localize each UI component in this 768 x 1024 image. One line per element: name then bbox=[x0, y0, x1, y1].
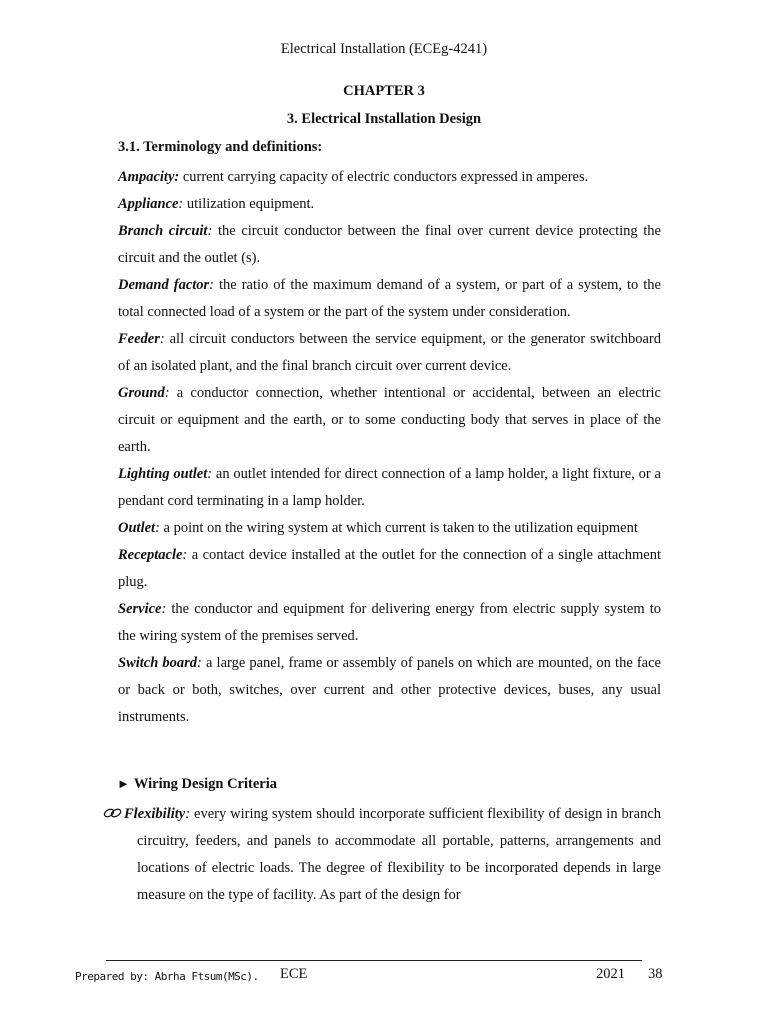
criteria-item-flexibility bbox=[103, 801, 661, 909]
definition-term: Service bbox=[118, 601, 162, 617]
definition-feeder: Feeder: all circuit conductors between the service equipment, or the generator switchboard of an isolated plant, and the final branch circuit over current device. bbox=[118, 331, 661, 374]
criteria-term: Flexibility bbox=[124, 806, 186, 822]
definition-text: the ratio of the maximum demand of a system, or part of a system, to the total connected load of a system or the part of the system under consideration. bbox=[118, 277, 661, 320]
definition-term: Switch board bbox=[118, 655, 198, 671]
chapter-title: 3. Electrical Installation Design bbox=[286, 111, 482, 127]
section-heading: 3.1. Terminology and definitions: bbox=[118, 139, 323, 155]
definition-term: Receptacle bbox=[118, 547, 183, 563]
definition-service: Service: the conductor and equipment for delivering energy from electric supply system to the wiring system of the premises served. bbox=[118, 601, 661, 644]
footer-year: 2021 bbox=[596, 966, 625, 982]
definition-text: the circuit conductor between the final over current device protecting the circuit and the outlet (s). bbox=[118, 223, 661, 266]
definition-term: Ground bbox=[118, 385, 165, 401]
definition-term: Appliance bbox=[118, 196, 179, 212]
definition-text: a large panel, frame or assembly of panels on which are mounted, on the face or back or both, switches, over current and other protective devices, buses, any usual instruments. bbox=[118, 655, 661, 725]
chapter-label: CHAPTER 3 bbox=[343, 83, 425, 99]
definition-text: an outlet intended for direct connection of a lamp holder, a light fixture, or a pendant cord terminating in a lamp holder. bbox=[118, 466, 661, 509]
definition-text: current carrying capacity of electric conductors expressed in amperes. bbox=[179, 169, 589, 185]
definition-outlet: Outlet: a point on the wiring system at which current is taken to the utilization equipment bbox=[118, 520, 638, 536]
definition-lighting-outlet: Lighting outlet: an outlet intended for direct connection of a lamp holder, a light fixture, or a pendant cord terminating in a lamp holder. bbox=[118, 466, 661, 509]
definition-demand-factor: Demand factor: the ratio of the maximum demand of a system, or part of a system, to the total connected load of a system or the part of the system under consideration. bbox=[118, 277, 661, 320]
definition-text: a contact device installed at the outlet for the connection of a single attachment plug. bbox=[118, 547, 661, 590]
definition-term: Outlet bbox=[118, 520, 156, 536]
page-number: 38 bbox=[648, 966, 663, 982]
wiring-criteria-heading bbox=[117, 776, 277, 793]
definition-branch-circuit: Branch circuit: the circuit conductor between the final over current device protecting the circuit and the outlet (s). bbox=[118, 223, 661, 266]
definition-text: a point on the wiring system at which current is taken to the utilization equipment bbox=[159, 520, 638, 536]
right-triangle-arrow-icon: ► bbox=[117, 776, 130, 791]
definition-ground: Ground: a conductor connection, whether intentional or accidental, between an electric circuit or equipment and the earth, or to some conducting body that serves in place of the earth. bbox=[118, 385, 661, 455]
definition-term: Ampacity: bbox=[118, 169, 180, 185]
definition-appliance: Appliance: utilization equipment. bbox=[118, 196, 315, 212]
wiring-criteria-title: Wiring Design Criteria bbox=[133, 776, 277, 792]
criteria-body: Flexibility: every wiring system should incorporate sufficient flexibility of design in branch circuitry, feeders, and panels to accommodate all portable, patterns, arrangements and locations of electric loads. The degree of flexibility to be incorporated depends in large measure on the type of facility. As part of the design for bbox=[124, 806, 661, 903]
footer-department: ECE bbox=[280, 966, 308, 982]
link-bullet-icon bbox=[103, 801, 123, 828]
definition-receptacle: Receptacle: a contact device installed at the outlet for the connection of a single attachment plug. bbox=[118, 547, 661, 590]
definition-term: Branch circuit bbox=[118, 223, 208, 239]
criteria-text: every wiring system should incorporate sufficient flexibility of design in branch circuitry, feeders, and panels to accommodate all portable, patterns, arrangements and locations of electric loads. The degree of flexibility to be incorporated depends in large measure on the type of facility. As part of the design for bbox=[137, 806, 661, 903]
footer-prepared-by: Prepared by: Abrha Ftsum(MSc). bbox=[75, 970, 259, 983]
definitions-list bbox=[118, 164, 661, 731]
definition-text: utilization equipment. bbox=[183, 196, 315, 212]
definition-text: all circuit conductors between the service equipment, or the generator switchboard of an isolated plant, and the final branch circuit over current device. bbox=[118, 331, 661, 374]
definition-switch-board: Switch board: a large panel, frame or assembly of panels on which are mounted, on the face or back or both, switches, over current and other protective devices, buses, any usual instruments. bbox=[118, 655, 661, 725]
definition-text: the conductor and equipment for delivering energy from electric supply system to the wiring system of the premises served. bbox=[118, 601, 661, 644]
running-header: Electrical Installation (ECEg-4241) bbox=[280, 41, 488, 57]
definition-term: Lighting outlet bbox=[118, 466, 208, 482]
footer-rule bbox=[106, 960, 642, 961]
definition-term: Demand factor bbox=[118, 277, 210, 293]
definition-term: Feeder bbox=[118, 331, 160, 347]
definition-ampacity bbox=[118, 164, 661, 191]
definition-text: a conductor connection, whether intentional or accidental, between an electric circuit or equipment and the earth, or to some conducting body that serves in place of the earth. bbox=[118, 385, 661, 455]
